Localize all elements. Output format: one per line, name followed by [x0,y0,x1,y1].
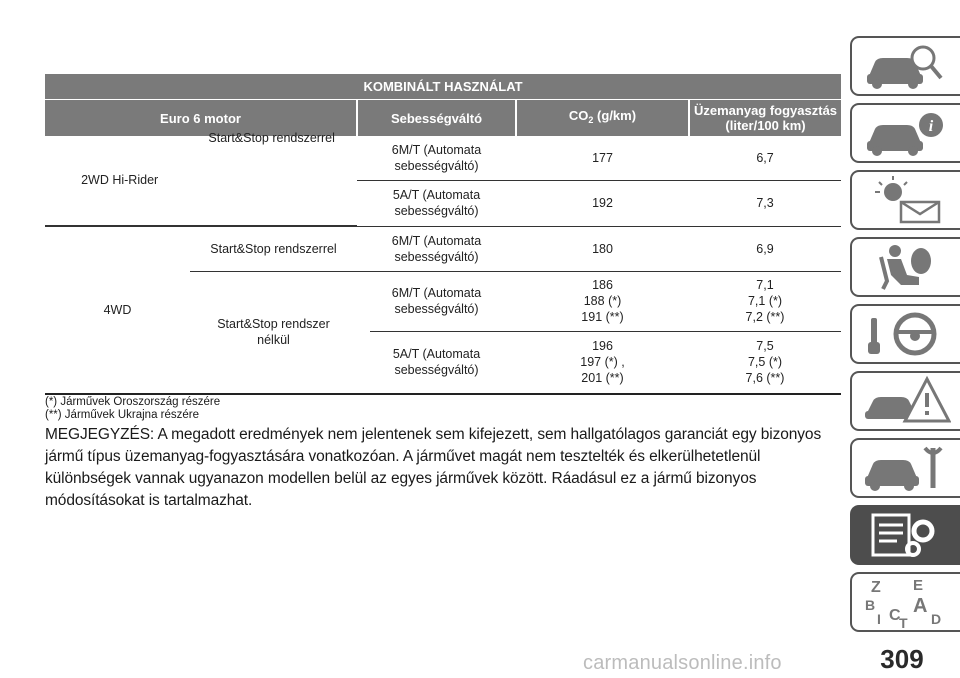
startstop-cell: Start&Stop rendszerrel [208,131,335,146]
gearbox-cell: 5A/T (Automata sebességváltó) [392,346,481,377]
technical-data-gear-icon [861,509,951,561]
tab-car-warning[interactable] [850,371,960,431]
alphabetical-index-icon [861,576,951,628]
tab-car-wrench[interactable] [850,438,960,498]
column-header-engine: Euro 6 motor [45,100,357,137]
warning-lights-icon [861,174,951,226]
startstop-cell: Start&Stop rendszer nélkül [217,316,330,347]
svg-text:E: E [913,577,924,594]
svg-text:i: i [928,118,934,135]
footnote-russia: (*) Járművek Oroszország részére [45,395,221,408]
fuel-cell: 7,5 7,5 (*) 7,6 (**) [745,338,785,385]
car-warning-triangle-icon [861,375,951,427]
note-paragraph: MEGJEGYZÉS: A megadott eredmények nem jelentenek sem kifejezett, sem hallgatólagos garanciát egy bizonyos jármű típus üzemanyag-fogyasztására vonatkozóan. A járművet magát nem tesztelték és elkerülhetetlenül különbségek vannak ugyanazon modellen belül az egyes járművek között. Ráadásul ez a jármű bizonyos módosításokat is tartalmazhat. [45,425,822,509]
column-header-gearbox: Sebességváltó [357,100,516,137]
svg-text:B: B [865,597,876,613]
gearbox-cell: 6M/T (Automata sebességváltó) [391,233,482,264]
co2-cell: 192 [592,195,613,210]
table-title: KOMBINÁLT HASZNÁLAT [45,74,841,100]
fuel-cell: 7,1 7,1 (*) 7,2 (**) [745,277,785,324]
key-steering-wheel-icon [861,308,951,360]
tab-key-steering[interactable] [850,304,960,364]
svg-text:T: T [899,615,908,628]
emissions-table [45,74,841,226]
fuel-cell: 6,7 [689,136,841,180]
tab-technical-data[interactable] [850,505,960,565]
table-row [45,136,841,180]
chapter-sidebar [850,36,960,639]
column-header-fuel: Üzemanyag fogyasztás (liter/100 km) [689,100,841,137]
tab-alphabetical-index[interactable] [850,572,960,632]
spec-content [45,74,841,512]
co2-cell: 177 [516,136,689,180]
table-block-4wd [45,226,841,395]
tab-car-search[interactable] [850,36,960,96]
engine-cell: 2WD Hi-Rider [81,173,159,188]
gearbox-cell: 5A/T (Automata sebességváltó) [392,187,481,218]
svg-text:D: D [931,611,942,627]
fuel-cell: 6,9 [756,241,774,256]
tab-airbag-seat[interactable] [850,237,960,297]
svg-text:C: C [889,607,901,624]
car-wrench-icon [861,442,951,494]
co2-cell: 186 188 (*) 191 (**) [581,277,624,324]
gearbox-cell: 6M/T (Automata sebességváltó) [391,285,482,316]
svg-text:I: I [877,611,881,627]
co2-cell: 180 [592,241,613,256]
engine-cell: 4WD [103,302,132,317]
tab-car-info[interactable] [850,103,960,163]
tab-warning-lights[interactable] [850,170,960,230]
startstop-cell: Start&Stop rendszerrel [210,241,337,256]
fuel-cell: 7,3 [756,195,774,210]
car-search-icon [861,40,951,92]
co2-cell: 196 197 (*) , 201 (**) [580,338,625,385]
car-info-icon [861,107,951,159]
airbag-seat-icon [861,241,951,293]
gearbox-cell: 6M/T (Automata sebességváltó) [357,136,516,180]
watermark: carmanualsonline.info [583,652,782,674]
page-number: 309 [880,644,924,674]
svg-text:Z: Z [871,579,881,596]
column-header-co2: $CO_2$ (g/km) [516,100,689,137]
footnote-ukraine: (**) Járművek Ukrajna részére [45,408,200,421]
svg-text:A: A [913,595,928,617]
